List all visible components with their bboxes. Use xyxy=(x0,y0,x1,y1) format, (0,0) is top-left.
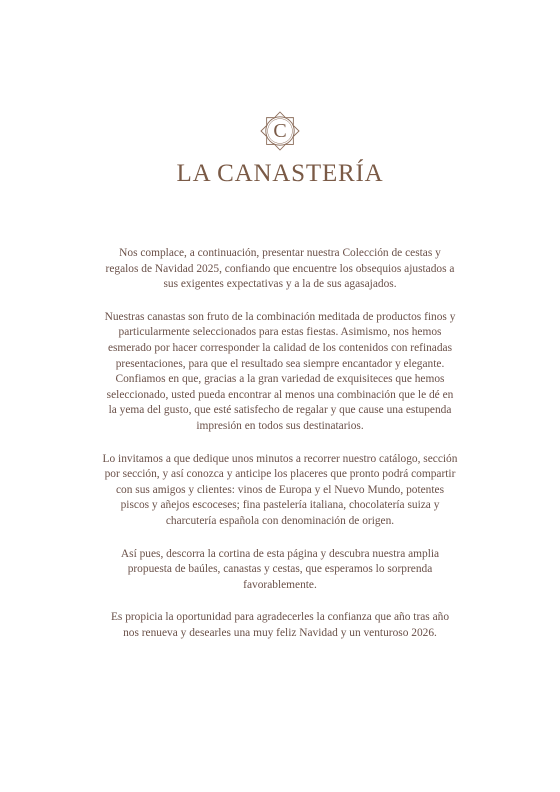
page-title: LA CANASTERÍA xyxy=(176,160,384,187)
c-monogram-icon xyxy=(260,111,300,151)
paragraph-products: Nuestras canastas son fruto de la combinación meditada de productos finos y particularmente seleccionados para estas fiestas. Asimismo, nos hemos esmerado por hacer corresponder la calidad de los contenidos con refinadas presentaciones, para que el resultado sea siempre encantador y elegante. Confiamos en que, gracias a la gran variedad de exquisiteces que hemos seleccionado, usted pueda encontrar al menos una combinación que le dé en la yema del gusto, que esté satisfecho de regalar y que cause una estupenda impresión en todos sus destinatarios. xyxy=(104,310,456,432)
paragraph-proposal: Así pues, descorra la cortina de esta página y descubra nuestra amplia propuesta de baúles, canastas y cestas, que esperamos lo sorprenda favorablemente. xyxy=(120,547,440,591)
intro-text xyxy=(102,246,458,658)
paragraph-invitation: Lo invitamos a que dedique unos minutos a recorrer nuestro catálogo, sección por sección, y así conozca y anticipe los placeres que pronto podrá compartir con sus amigos y clientes: vinos de Europa y el Nuevo Mundo, potentes piscos y añejos escoceses; fina pastelería italiana, chocolatería suiza y charcutería española con denominación de origen. xyxy=(102,452,458,527)
paragraph-thanks: Es propicia la oportunidad para agradecerles la confianza que año tras año nos renueva y desearles una muy feliz Navidad y un venturoso 2026. xyxy=(110,611,450,639)
paragraph-intro: Nos complace, a continuación, presentar nuestra Colección de cestas y regalos de Navidad 2025, confiando que encuentre los obsequios ajustados a sus exigentes expectativas y a la de sus agasajados. xyxy=(105,247,455,291)
monogram-letter: C xyxy=(273,120,287,142)
